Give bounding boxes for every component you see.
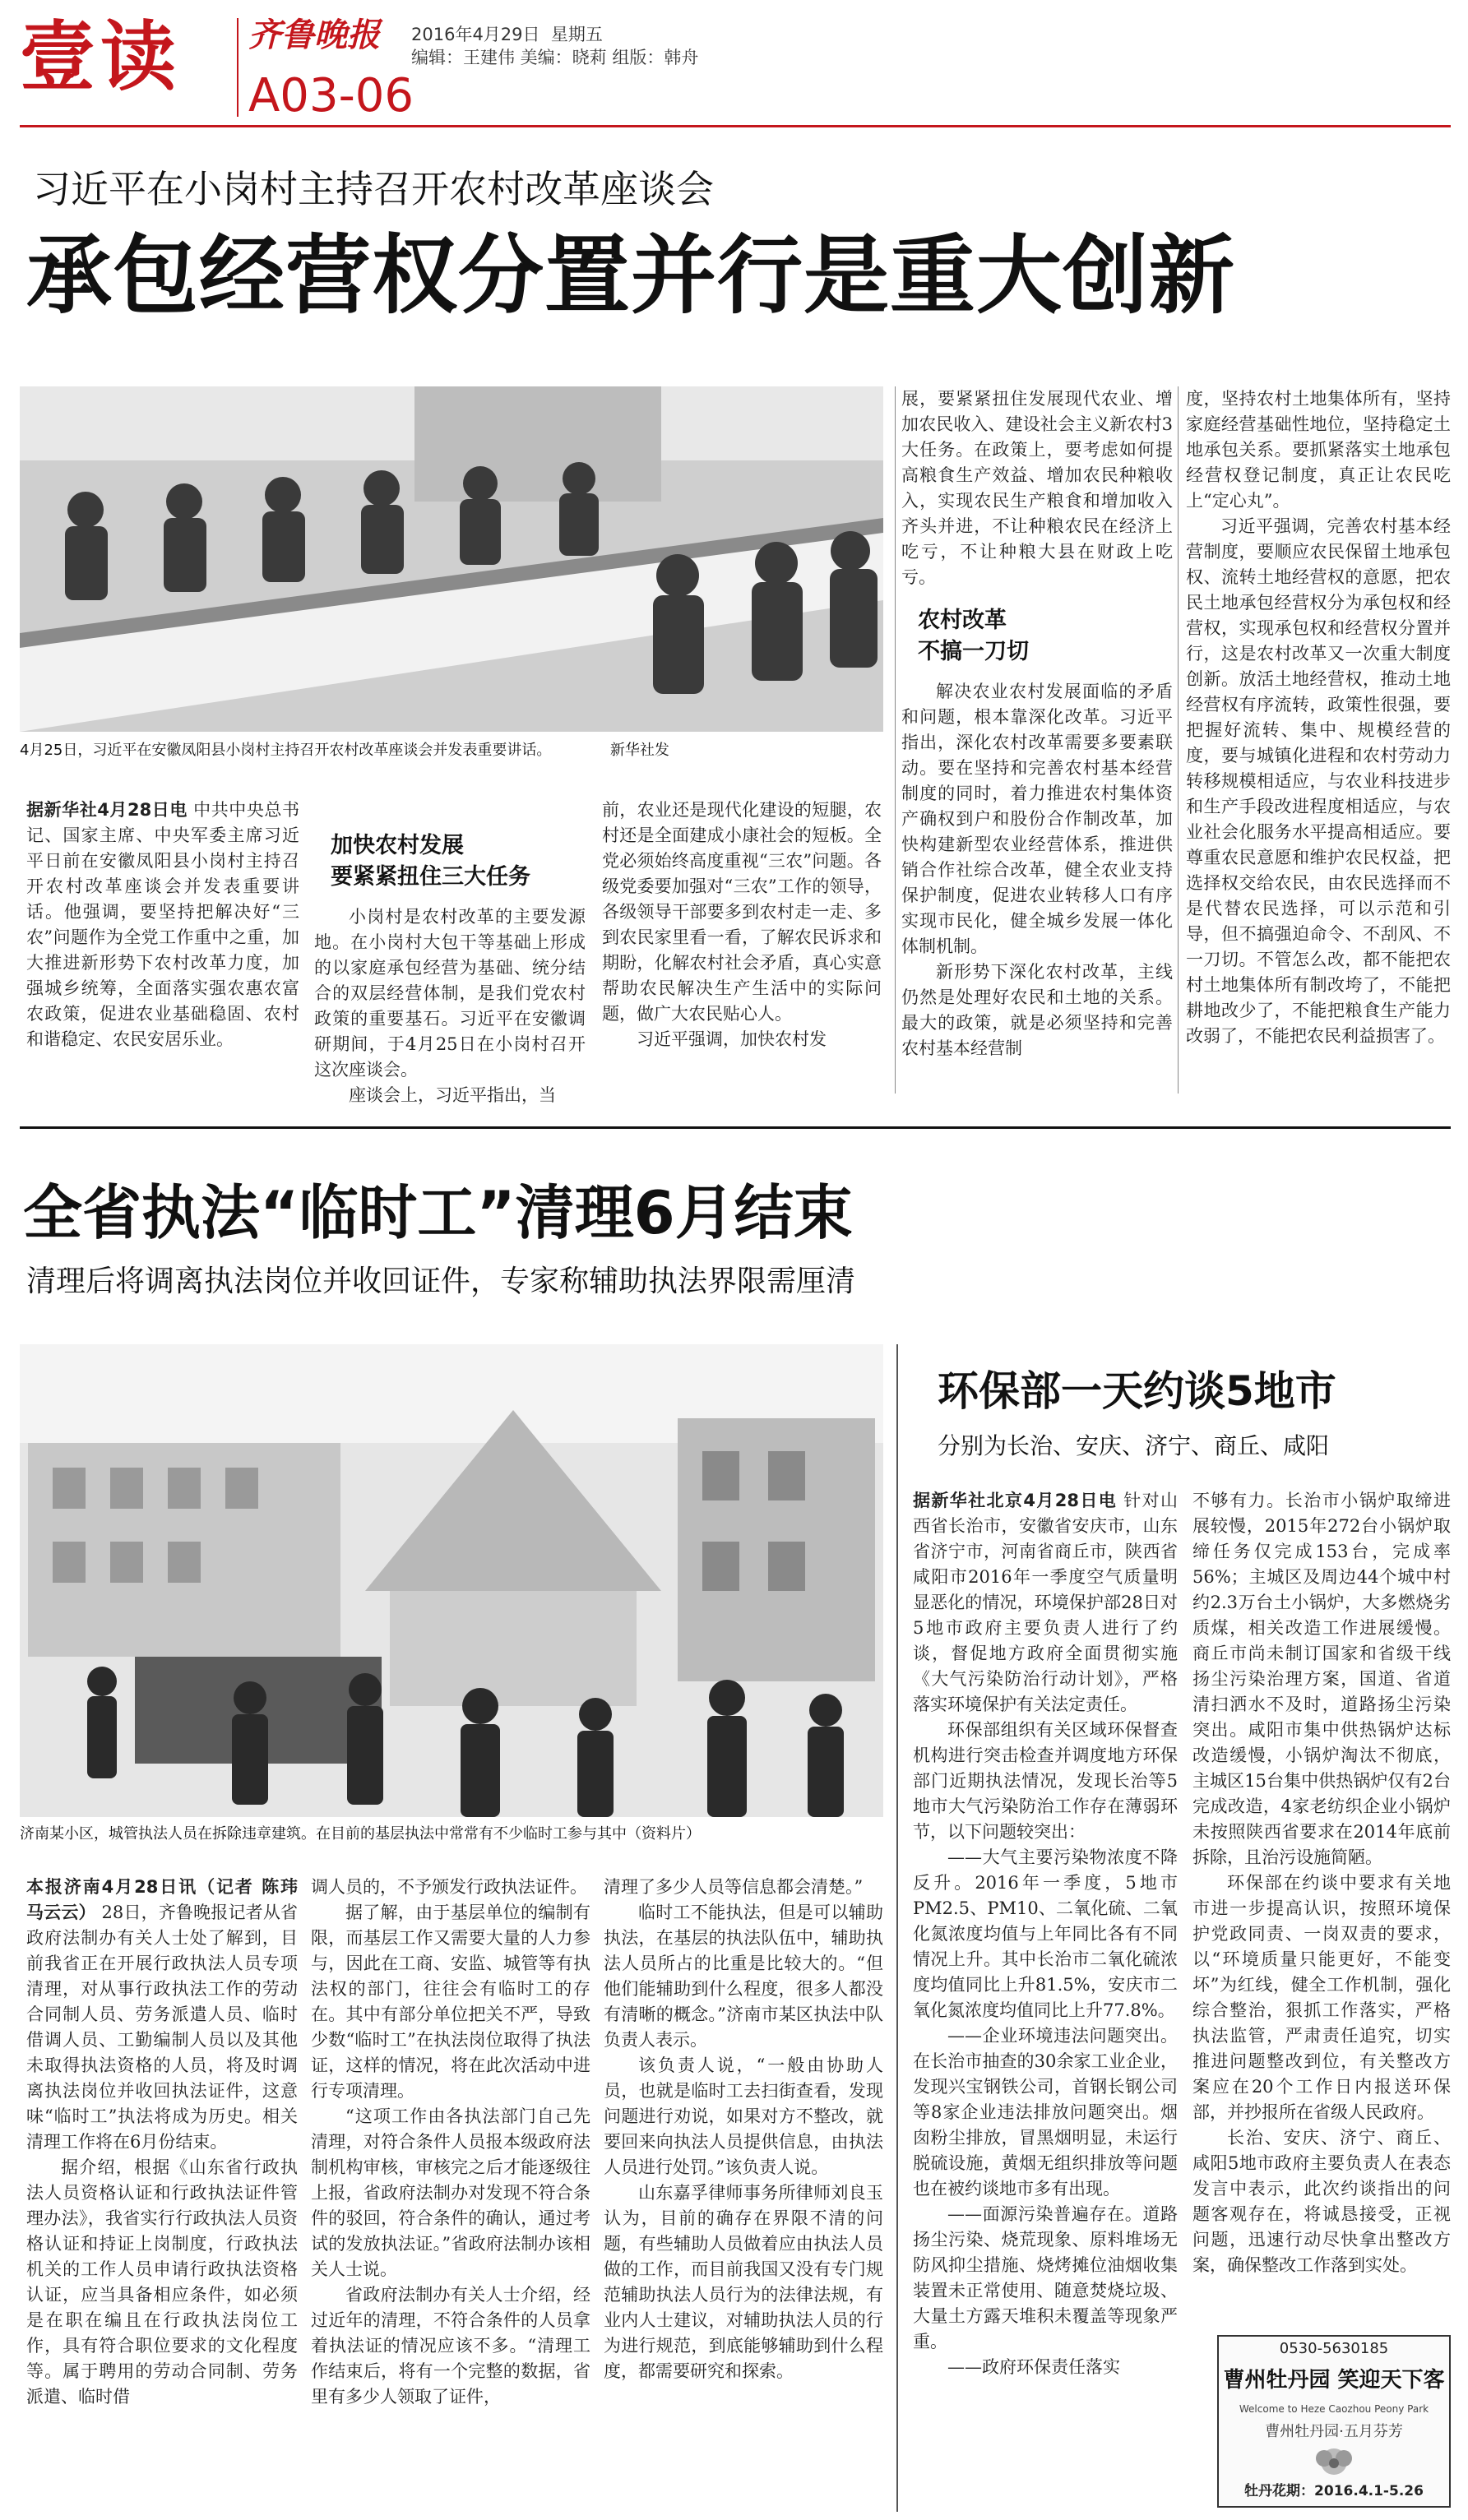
paragraph: 据介绍，根据《山东省行政执法人员资格认证和行政执法证件管理办法》，我省实行行政执法人员资格认证和持证上岗制度，行政执法机关的工作人员申请行政执法资格认证，应当具备相应条件，如必须是在职在编且在行政执法岗位工作，具有符合职位要求的文化程度等。属于聘用的劳动合同制、劳务派遣、临时借 [26, 2157, 298, 2407]
paragraph: 不够有力。长治市小锅炉取缔进展较慢，2015年272台小锅炉取缔任务仅完成153台，完成率56%；主城区及周边44个城中村约2.3万台土小锅炉，大多燃烧劣质煤，相关改造工作进展缓慢。商丘市尚未制订国家和省级干线扬尘污染治理方案，国道、省道清扫洒水不及时，道路扬尘污染突出。咸阳市集中供热锅炉达标改造缓慢，小锅炉淘汰不彻底，主城区15台集中供热锅炉仅有2台完成改造，4家老纺织企业小锅炉未按照陕西省要求在2014年底前拆除，且治污设施简陋。 [1192, 1491, 1451, 1867]
paragraph: 该负责人说，“一般由协助人员，也就是临时工去扫街查看，发现问题进行劝说，如果对方不整改，就要回来向执法人员提供信息，由执法人员进行处罚。”该负责人说。 [604, 2055, 883, 2177]
paragraph: 座谈会上，习近平指出，当 [349, 1085, 556, 1105]
story3-byline: 据新华社北京4月28日电 [913, 1491, 1118, 1510]
meeting-photo-image [20, 386, 883, 732]
story1-subhead2: 农村改革 不搞一刀切 [918, 608, 1029, 664]
masthead-divider [237, 18, 238, 117]
story2-photo [20, 1344, 883, 1817]
paragraph: 环保部在约谈中要求有关地市进一步提高认识，按照环境保护党政同责、一岗双责的要求，以“环境质量只能更好，不能变坏”为红线，健全工作机制，强化综合整治，狠抓工作落实，严格执法监管，严肃责任追究，切实推进问题整改到位，有关整改方案应在20个工作日内报送环保部，并抄报所在省级人民政府。 [1192, 1873, 1451, 2122]
section-rule [20, 1126, 1451, 1129]
paragraph: 据了解，由于基层单位的编制有限，而基层工作又需要大量的人力参与，因此在工商、安监、城管等有执法权的部门，往往会有临时工的存在。其中有部分单位把关不严，导致少数“临时工”在执法岗位取得了执法证，这样的情况，将在此次活动中进行专项清理。 [311, 1903, 590, 2101]
story2-photo-caption: 济南某小区，城管执法人员在拆除违章建筑。在目前的基层执法中常常有不少临时工参与其中（资料片） [20, 1825, 701, 1843]
ad-dates: 牡丹花期：2016.4.1-5.26 [1244, 2483, 1424, 2499]
paragraph: 展，要紧紧扭住发展现代农业、增加农民收入、建设社会主义新农村3大任务。在政策上，要考虑如何提高粮食生产效益、增加农民种粮收入，实现农民生产粮食和增加收入齐头并进，不让种粮农民在经济上吃亏，不让种粮大县在财政上吃亏。 [901, 389, 1173, 587]
paragraph: 解决农业农村发展面临的矛盾和问题，根本靠深化改革。习近平指出，深化农村改革需要多要素联动。要在坚持和完善农村基本经营制度的同时，着力推进农村集体资产确权到户和股份合作制改革，加快构建新型农业经营体系，推进供销合作社综合改革，健全农业支持保护制度，促进农业转移人口有序实现市民化，健全城乡发展一体化体制机制。 [901, 682, 1173, 956]
peony-flower-icon [1301, 2445, 1367, 2478]
ad-subtitle: 曹州牡丹园·五月芬芳 [1265, 2423, 1403, 2440]
ad-subtitle-en: Welcome to Heze Caozhou Peony Park [1239, 2403, 1429, 2415]
story1-photo [20, 386, 883, 732]
col-rule [895, 386, 896, 1094]
story1-col4 [901, 386, 1173, 1094]
paragraph: 习近平强调，加快农村发 [637, 1029, 827, 1049]
peony-park-ad [1217, 2335, 1451, 2508]
paragraph: 长治、安庆、济宁、商丘、咸阳5地市政府主要负责人在表态发言中表示，此次约谈指出的问题客观存在，将诚恳接受，正视问题，迅速行动尽快拿出整改方案，确保整改工作落到实处。 [1192, 2128, 1451, 2275]
story1-col3 [602, 798, 882, 1094]
paragraph: 中共中央总书记、国家主席、中央军委主席习近平日前在安徽凤阳县小岗村主持召开农村改革座谈会并发表重要讲话。他强调，要坚持把解决好“三农”问题作为全党工作重中之重，加大推进新形势下农村改革力度，加强城乡统筹，全面落实强农惠农富农政策，促进农业基础稳固、农村和谐稳定、农民安居乐业。 [26, 800, 299, 1049]
story3-box-left [896, 1344, 898, 2512]
paragraph: 环保部组织有关区域环保督查机构进行突击检查并调度地方环保部门近期执法情况，发现长治等5地市大气污染防治工作存在薄弱环节，以下问题较突出： [913, 1720, 1178, 1842]
story1-col2 [314, 798, 586, 1105]
paragraph: ——面源污染普遍存在。道路扬尘污染、烧荒现象、原料堆场无防风抑尘措施、烧烤摊位油烟收集装置未正常使用、随意焚烧垃圾、大量土方露天堆积未覆盖等现象严重。 [913, 2204, 1178, 2351]
paragraph: 前，农业还是现代化建设的短腿，农村还是全面建成小康社会的短板。全党必须始终高度重视“三农”问题。各级党委要加强对“三农”工作的领导，各级领导干部要多到农村走一走、多到农民家里看一看，了解农民诉求和期盼，化解农村社会矛盾，真心实意帮助农民解决生产生活中的实际问题，做广大农民贴心人。 [602, 800, 882, 1024]
col-rule [1178, 386, 1179, 1094]
paragraph: 清理了多少人员等信息都会清楚。” [604, 1877, 864, 1897]
story2-col2 [311, 1875, 590, 2516]
story2-col3 [604, 1875, 883, 2516]
story3-col2 [1192, 1488, 1451, 2319]
paragraph: 调人员的，不予颁发行政执法证件。 [311, 1877, 587, 1897]
paragraph: ——企业环境违法问题突出。在长治市抽查的30余家工业企业，发现兴宝钢铁公司，首钢长钢公司等8家企业违法排放问题突出。烟囱粉尘排放，冒黑烟明显，未运行脱硫设施，黄烟无组织排放等问题也在被约谈地市多有出现。 [913, 2026, 1178, 2199]
story1-col1 [26, 798, 299, 1094]
masthead-rule [20, 125, 1451, 127]
paragraph: 省政府法制办有关人士介绍，经过近年的清理，不符合条件的人员拿着执法证的情况应该不多。“清理工作结束后，将有一个完整的数据，省里有多少人领取了证件， [311, 2285, 590, 2407]
story1-headline: 承包经营权分置并行是重大创新 [26, 225, 1236, 326]
story2-headline: 全省执法“临时工”清理6月结束 [23, 1178, 853, 1247]
story3-headline: 环保部一天约谈5地市 [938, 1367, 1336, 1415]
story1-kicker: 习近平在小岗村主持召开农村改革座谈会 [33, 167, 714, 211]
ad-title: 曹州牡丹园 笑迎天下客 [1223, 2368, 1445, 2393]
paragraph: 新形势下深化农村改革，主线仍然是处理好农民和土地的关系。最大的政策，就是必须坚持和完善农村基本经营制 [901, 962, 1173, 1058]
story2-byline: 本报济南4月28日讯（记者 陈玮 马云云） [26, 1877, 298, 1922]
ad-phone: 0530-5630185 [1279, 2340, 1389, 2357]
paragraph: 临时工不能执法，但是可以辅助执法，在基层的执法队伍中，辅助执法人员所占的比重是比较大的。“但他们能辅助到什么程度，很多人都没有清晰的概念。”济南市某区执法中队负责人表示。 [604, 1903, 883, 2050]
story3-deck: 分别为长治、安庆、济宁、商丘、咸阳 [938, 1432, 1330, 1459]
newspaper-logo: 齐鲁晚报 [248, 16, 380, 54]
story2-deck: 清理后将调离执法岗位并收回证件，专家称辅助执法界限需厘清 [26, 1265, 856, 1298]
paragraph: ——大气主要污染物浓度不降反升。2016年一季度，5地市PM2.5、PM10、二氧化硫、二氧化氮浓度均值与上年同比各有不同情况上升。其中长治市二氧化硫浓度均值同比上升81.5%，安庆市二氧化氮浓度均值同比上升77.8%。 [913, 1847, 1178, 2020]
paragraph: 山东嘉孚律师事务所律师刘良玉认为，目前的确存在界限不清的问题，有些辅助人员做着应由执法人员做的工作，而目前我国又没有专门规范辅助执法人员行为的法律法规，有业内人士建议，对辅助执法人员的行为进行规范，到底能够辅助到什么程度，都需要研究和探索。 [604, 2183, 883, 2381]
story1-byline: 据新华社4月28日电 [26, 800, 188, 820]
editor-credits: 编辑：王建伟 美编：晓莉 组版：韩舟 [411, 48, 699, 67]
paragraph: ——政府环保责任落实 [947, 2357, 1120, 2377]
paragraph: 习近平强调，完善农村基本经营制度，要顺应农民保留土地承包权、流转土地经营权的意愿，把农民土地承包经营权分为承包权和经营权，实现承包权和经营权分置并行，这是农村改革又一次重大制度创新。放活土地经营权，推动土地经营权有序流转，政策性很强，要把握好流转、集中、规模经营的度，要与城镇化进程和农村劳动力转移规模相适应，与农业科技进步和生产手段改进程度相适应，与农业社会化服务水平提高相适应。要尊重农民意愿和维护农民权益，把选择权交给农民，由农民选择而不是代替农民选择，可以示范和引导，但不搞强迫命令、不刮风、不一刀切。不管怎么改，都不能把农村土地集体所有制改垮了，不能把耕地改少了，不能把粮食生产能力改弱了，不能把农民利益损害了。 [1186, 516, 1451, 1046]
paragraph: “这项工作由各执法部门自己先清理，对符合条件人员报本级政府法制机构审核，审核完之后才能逐级往上报，省政府法制办对发现不符合条件的驳回，符合条件的确认，通过考试的发放执法证。”省政府法制办该相关人士说。 [311, 2106, 590, 2279]
paragraph: 度，坚持农村土地集体所有，坚持家庭经营基础性地位，坚持稳定土地承包关系。要抓紧落实土地承包经营权登记制度，真正让农民吃上“定心丸”。 [1186, 389, 1451, 511]
photo-credit: 新华社发 [609, 742, 669, 759]
story1-col5 [1186, 386, 1451, 1094]
story1-subhead1: 加快农村发展 要紧紧扭住三大任务 [331, 833, 530, 890]
story3-col1 [913, 1488, 1178, 2512]
caption-text: 4月25日，习近平在安徽凤阳县小岗村主持召开农村改革座谈会并发表重要讲话。 [20, 742, 552, 759]
date-text: 2016年4月29日 [411, 25, 540, 44]
story1-photo-caption [20, 740, 883, 761]
page-number: A03-06 [248, 69, 414, 123]
paragraph: 针对山西省长治市，安徽省安庆市，山东省济宁市，河南省商丘市，陕西省咸阳市2016年一季度空气质量明显恶化的情况，环境保护部28日对5地市政府主要负责人进行了约谈，督促地方政府全面贯彻实施《大气污染防治行动计划》，严格落实环境保护有关法定责任。 [913, 1491, 1178, 1714]
weekday-text: 星期五 [550, 25, 603, 44]
demolition-photo-image [20, 1344, 883, 1817]
section-title: 壹读 [20, 13, 182, 101]
paragraph: 28日，齐鲁晚报记者从省政府法制办有关人士处了解到，目前我省正在开展行政执法人员专项清理，对从事行政执法工作的劳动合同制人员、劳务派遣人员、临时借调人员、工勤编制人员以及其他未取得执法资格的人员，将及时调离执法岗位并收回执法证件，这意味“临时工”执法将成为历史。相关清理工作将在6月份结束。 [26, 1903, 298, 2152]
paragraph: 小岗村是农村改革的主要发源地。在小岗村大包干等基础上形成的以家庭承包经营为基础、统分结合的双层经营体制，是我们党农村政策的重要基石。习近平在安徽调研期间，于4月25日在小岗村召开这次座谈会。 [314, 907, 586, 1080]
issue-date [411, 23, 603, 46]
story2-col1 [26, 1875, 298, 2516]
